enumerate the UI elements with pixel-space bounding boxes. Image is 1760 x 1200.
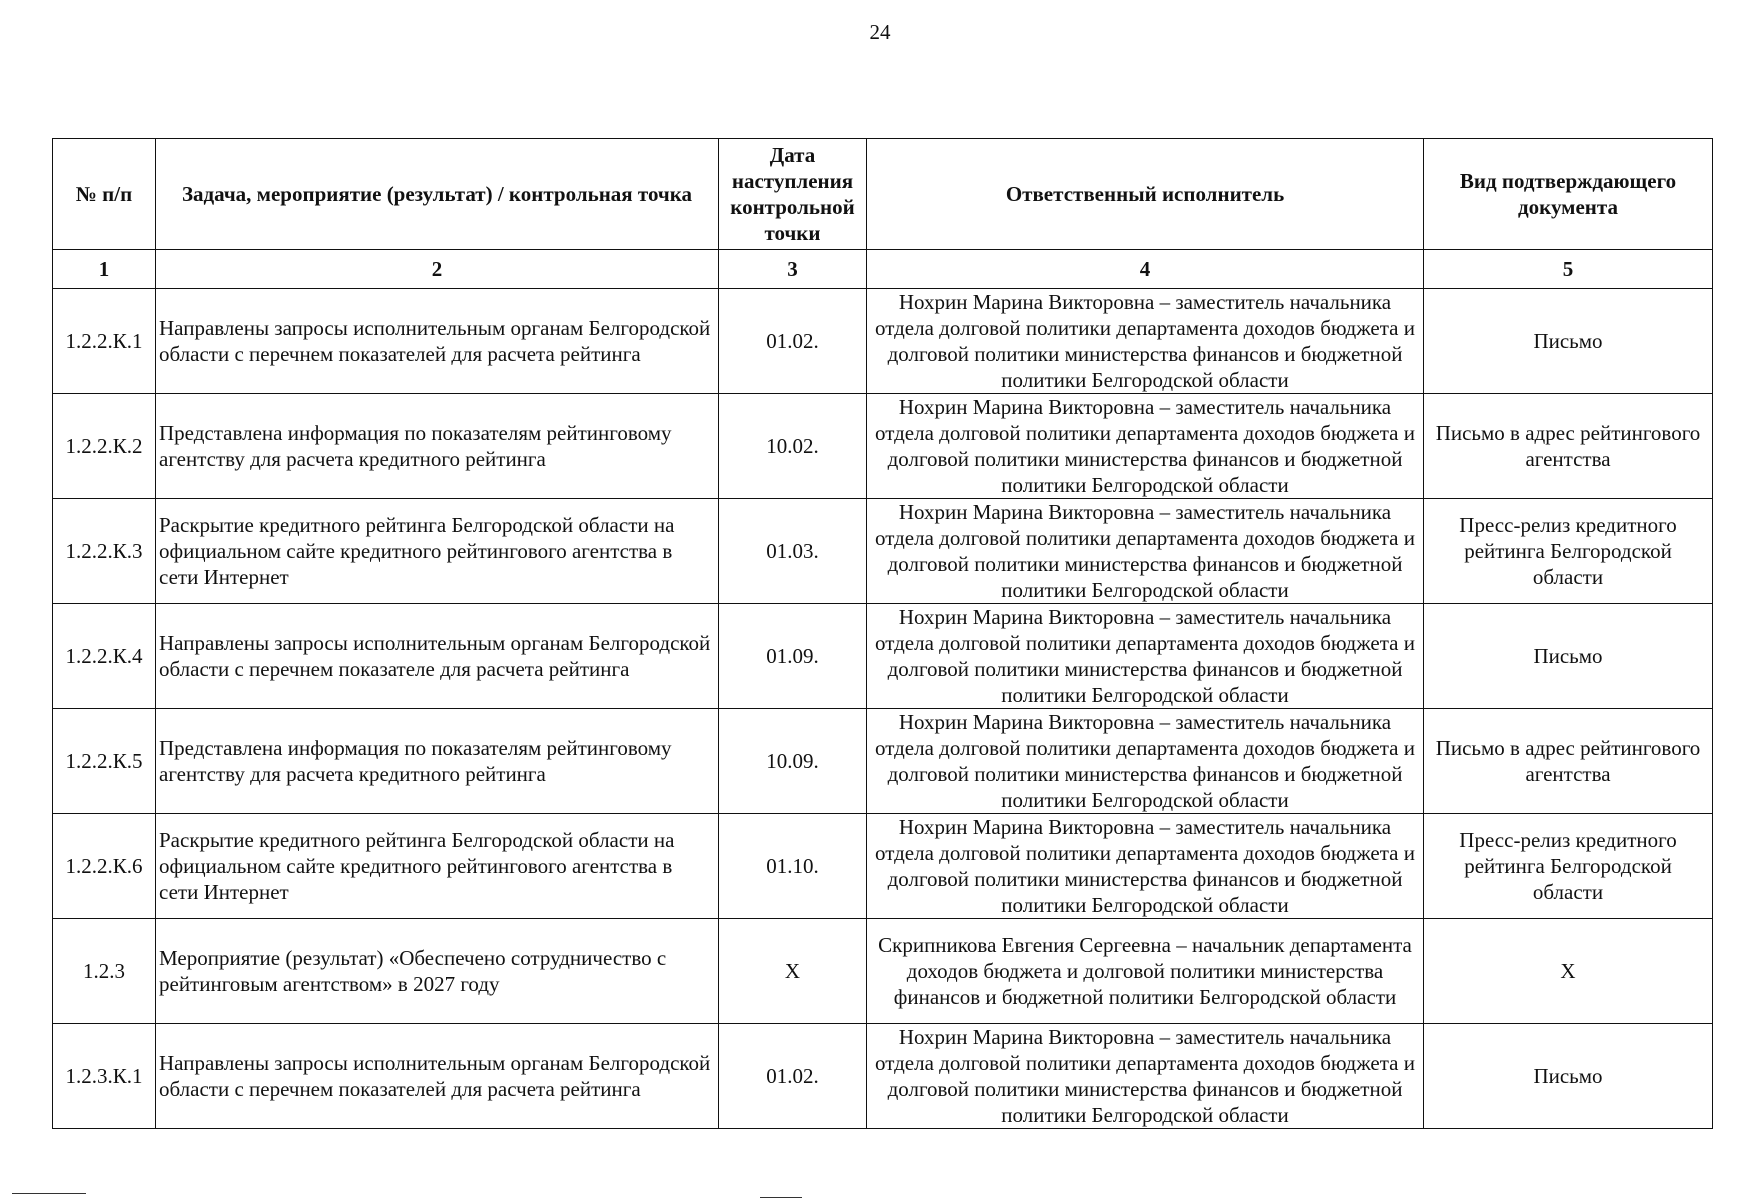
row-number: 1.2.2.К.2 — [53, 394, 156, 499]
row-document: Х — [1424, 919, 1713, 1024]
row-executor: Нохрин Марина Викторовна – заместитель начальника отдела долговой политики департамента доходов бюджета и долговой политики министерства финансов и бюджетной политики Белгородской области — [867, 499, 1424, 604]
row-date: 01.03. — [719, 499, 867, 604]
column-number: 3 — [719, 250, 867, 289]
bottom-rule — [760, 1197, 802, 1198]
row-executor: Нохрин Марина Викторовна – заместитель начальника отдела долговой политики департамента доходов бюджета и долговой политики министерства финансов и бюджетной политики Белгородской области — [867, 289, 1424, 394]
row-task: Раскрытие кредитного рейтинга Белгородской области на официальном сайте кредитного рейтингового агентства в сети Интернет — [156, 814, 719, 919]
header-date: Дата наступления контрольной точки — [719, 139, 867, 250]
row-executor: Нохрин Марина Викторовна – заместитель начальника отдела долговой политики департамента доходов бюджета и долговой политики министерства финансов и бюджетной политики Белгородской области — [867, 1024, 1424, 1129]
row-date: Х — [719, 919, 867, 1024]
page-number: 24 — [869, 20, 891, 44]
table-row — [53, 394, 1713, 499]
row-number: 1.2.2.К.3 — [53, 499, 156, 604]
table-row — [53, 814, 1713, 919]
row-document: Письмо — [1424, 289, 1713, 394]
row-task: Направлены запросы исполнительным органам Белгородской области с перечнем показателе для расчета рейтинга — [156, 604, 719, 709]
row-number: 1.2.2.К.4 — [53, 604, 156, 709]
row-task: Представлена информация по показателям рейтинговому агентству для расчета кредитного рейтинга — [156, 394, 719, 499]
row-date: 01.02. — [719, 1024, 867, 1129]
row-number: 1.2.2.К.6 — [53, 814, 156, 919]
control-points-table — [52, 138, 1713, 1129]
row-date: 01.02. — [719, 289, 867, 394]
header-executor: Ответственный исполнитель — [867, 139, 1424, 250]
row-executor: Скрипникова Евгения Сергеевна – начальник департамента доходов бюджета и долговой политики министерства финансов и бюджетной политики Белгородской области — [867, 919, 1424, 1024]
column-number: 1 — [53, 250, 156, 289]
row-document: Письмо — [1424, 604, 1713, 709]
row-document: Пресс-релиз кредитного рейтинга Белгородской области — [1424, 499, 1713, 604]
table-header-row — [53, 139, 1713, 250]
row-executor: Нохрин Марина Викторовна – заместитель начальника отдела долговой политики департамента доходов бюджета и долговой политики министерства финансов и бюджетной политики Белгородской области — [867, 709, 1424, 814]
row-task: Мероприятие (результат) «Обеспечено сотрудничество с рейтинговым агентством» в 2027 году — [156, 919, 719, 1024]
row-date: 10.02. — [719, 394, 867, 499]
table-row — [53, 499, 1713, 604]
row-task: Направлены запросы исполнительным органам Белгородской области с перечнем показателей для расчета рейтинга — [156, 289, 719, 394]
row-task: Направлены запросы исполнительным органам Белгородской области с перечнем показателей для расчета рейтинга — [156, 1024, 719, 1129]
row-date: 01.10. — [719, 814, 867, 919]
row-document: Письмо в адрес рейтингового агентства — [1424, 709, 1713, 814]
row-document: Письмо в адрес рейтингового агентства — [1424, 394, 1713, 499]
row-number: 1.2.2.К.1 — [53, 289, 156, 394]
row-number: 1.2.3 — [53, 919, 156, 1024]
row-number: 1.2.3.К.1 — [53, 1024, 156, 1129]
row-executor: Нохрин Марина Викторовна – заместитель начальника отдела долговой политики департамента доходов бюджета и долговой политики министерства финансов и бюджетной политики Белгородской области — [867, 814, 1424, 919]
row-executor: Нохрин Марина Викторовна – заместитель начальника отдела долговой политики департамента доходов бюджета и долговой политики министерства финансов и бюджетной политики Белгородской области — [867, 604, 1424, 709]
row-document: Письмо — [1424, 1024, 1713, 1129]
header-number: № п/п — [53, 139, 156, 250]
column-number: 5 — [1424, 250, 1713, 289]
column-number: 4 — [867, 250, 1424, 289]
row-task: Представлена информация по показателям рейтинговому агентству для расчета кредитного рейтинга — [156, 709, 719, 814]
row-executor: Нохрин Марина Викторовна – заместитель начальника отдела долговой политики департамента доходов бюджета и долговой политики министерства финансов и бюджетной политики Белгородской области — [867, 394, 1424, 499]
column-number: 2 — [156, 250, 719, 289]
bottom-rule — [12, 1193, 86, 1194]
column-numbers-row — [53, 250, 1713, 289]
table-row — [53, 919, 1713, 1024]
row-task: Раскрытие кредитного рейтинга Белгородской области на официальном сайте кредитного рейтингового агентства в сети Интернет — [156, 499, 719, 604]
table-row — [53, 604, 1713, 709]
row-document: Пресс-релиз кредитного рейтинга Белгородской области — [1424, 814, 1713, 919]
row-date: 10.09. — [719, 709, 867, 814]
header-task: Задача, мероприятие (результат) / контрольная точка — [156, 139, 719, 250]
row-date: 01.09. — [719, 604, 867, 709]
table-row — [53, 1024, 1713, 1129]
row-number: 1.2.2.К.5 — [53, 709, 156, 814]
table-row — [53, 709, 1713, 814]
table-row — [53, 289, 1713, 394]
header-document: Вид подтверждающего документа — [1424, 139, 1713, 250]
